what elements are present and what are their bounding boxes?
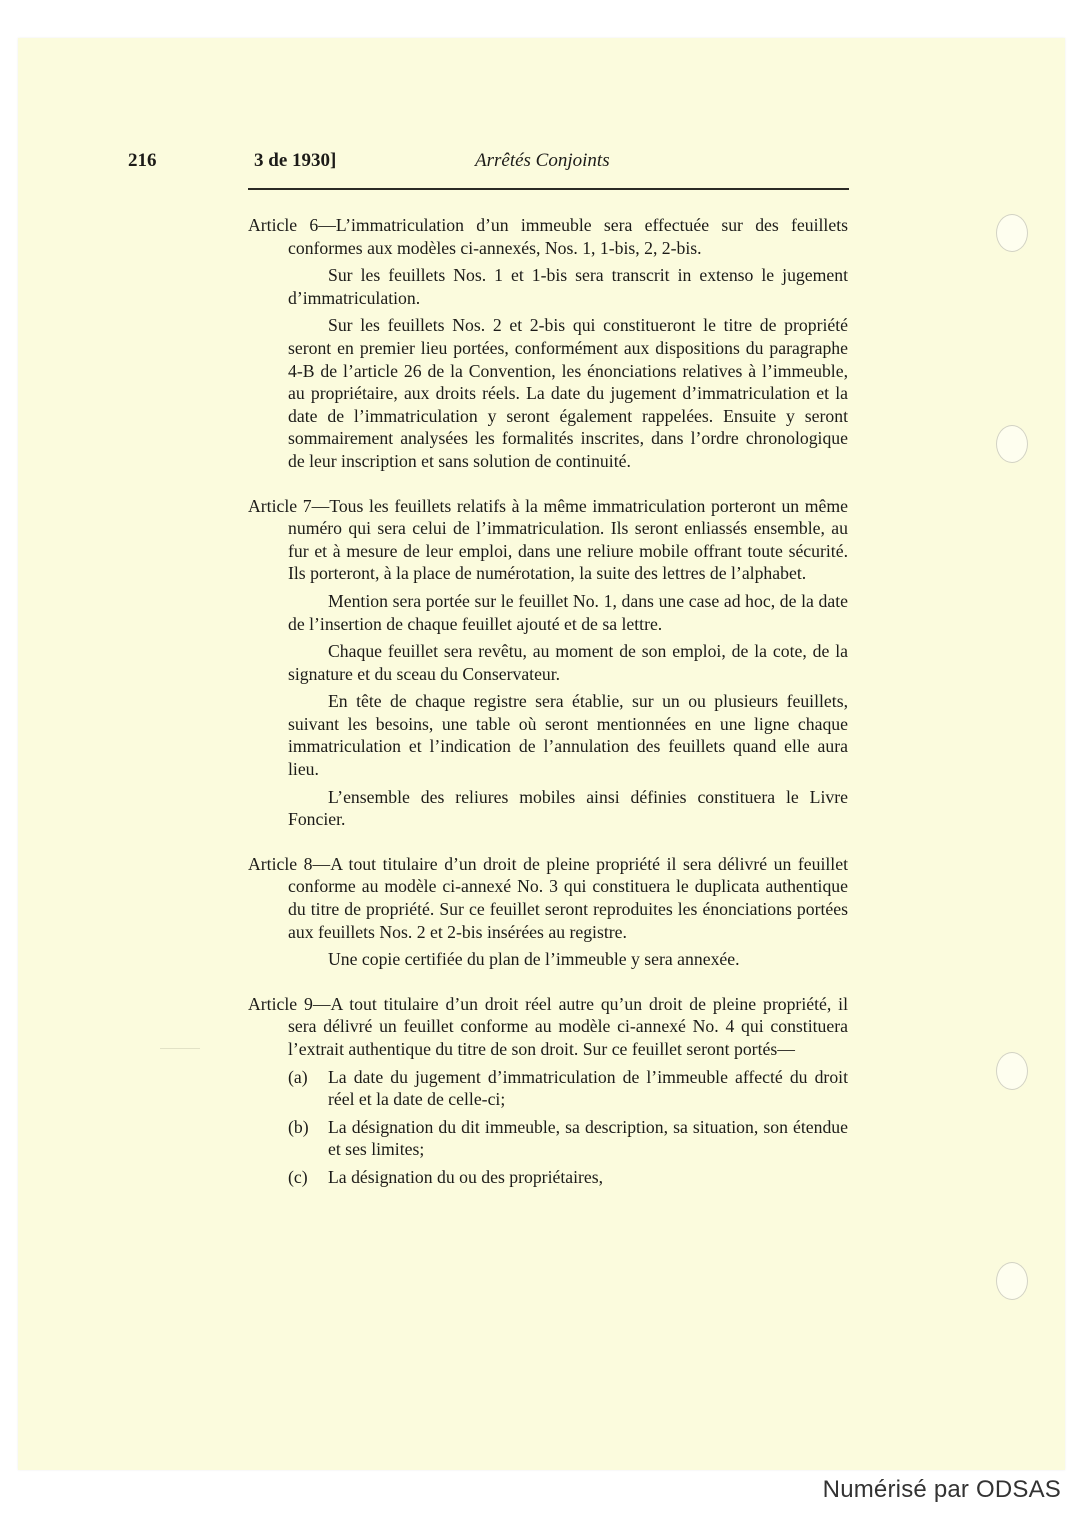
list-item	[248, 1116, 848, 1161]
punch-hole-3	[996, 1052, 1028, 1090]
list-item-text: La désignation du dit immeuble, sa description, sa situation, son étendue et ses limites;	[328, 1116, 848, 1160]
list-item-label: (c)	[288, 1166, 308, 1187]
page-number: 216	[128, 150, 157, 171]
document-body	[248, 214, 848, 1211]
paragraph: Mention sera portée sur le feuillet No. 1, dans une case ad hoc, de la date de l’insertion de chaque feuillet ajouté et de sa lettre.	[288, 590, 848, 634]
article-8	[248, 853, 848, 971]
article-heading: Article 6—L’immatriculation d’un immeuble sera effectuée sur des feuillets conformes aux modèles ci-annexés, Nos. 1, 1-bis, 2, 2-bis.	[248, 215, 848, 258]
header-rule	[248, 188, 849, 190]
paragraph: Sur les feuillets Nos. 1 et 1-bis sera transcrit in extenso le jugement d’immatriculation.	[288, 265, 848, 308]
list-item-label: (a)	[288, 1066, 308, 1087]
punch-hole-2	[996, 425, 1028, 463]
bleed-through-line	[160, 1048, 200, 1049]
article-heading: Article 9—A tout titulaire d’un droit réel autre qu’un droit de pleine propriété, il sera délivré un feuillet conforme au modèle ci-annexé No. 4 qui constituera l’extrait authentique du titre de son droit. Sur ce feuillet seront portés—	[248, 993, 848, 1059]
paragraph: Sur les feuillets Nos. 2 et 2-bis qui constitueront le titre de propriété seront en premier lieu portées, conformément aux dispositions du paragraphe 4-B de l’article 26 de la Convention, les énonciations relatives à l’immeuble, au propriétaire, aux droits réels. La date du jugement d’immatriculation et la date de l’immatriculation y seront également rappelées. Ensuite y seront sommairement analysées les formalités inscrites, dans l’ordre chronologique de leur inscription et sans solution de continuité.	[288, 315, 848, 471]
article-heading: Article 7—Tous les feuillets relatifs à la même immatriculation porteront un même numéro qui sera celui de l’immatriculation. Ils seront enliassés ensemble, au fur et à mesure de leur emploi, dans une reliure mobile offrant toute sécurité. Ils porteront, à la place de numérotation, la suite des lettres de l’alphabet.	[248, 495, 848, 584]
list-item-label: (b)	[288, 1116, 309, 1137]
punch-hole-1	[996, 214, 1028, 252]
list-item-text: La désignation du ou des propriétaires,	[328, 1166, 604, 1187]
paragraph: Une copie certifiée du plan de l’immeuble y sera annexée.	[328, 949, 740, 970]
digitization-credit: Numérisé par ODSAS	[822, 1476, 1061, 1503]
page-reference: 3 de 1930]	[254, 150, 337, 171]
article-9	[248, 993, 848, 1189]
list-item	[248, 1166, 848, 1189]
list-item-text: La date du jugement d’immatriculation de l’immeuble affecté du droit réel et la date de celle-ci;	[328, 1066, 848, 1110]
article-6	[248, 214, 848, 473]
list-item	[248, 1066, 848, 1111]
punch-hole-4	[996, 1262, 1028, 1300]
running-title: Arrêtés Conjoints	[475, 150, 610, 171]
article-heading: Article 8—A tout titulaire d’un droit de pleine propriété il sera délivré un feuillet conforme au modèle ci-annexé No. 3 qui constituera le duplicata authentique du titre de propriété. Sur ce feuillet seront reproduites les énonciations portées aux feuillets Nos. 2 et 2-bis insérées au registre.	[248, 853, 848, 942]
paragraph: En tête de chaque registre sera établie, sur un ou plusieurs feuillets, suivant les besoins, une table où seront mentionnées en une ligne chaque immatriculation et l’indication de l’annulation des feuillets quand elle aura lieu.	[288, 691, 848, 780]
paragraph: Chaque feuillet sera revêtu, au moment de son emploi, de la cote, de la signature et du sceau du Conservateur.	[288, 641, 848, 684]
paragraph: L’ensemble des reliures mobiles ainsi définies constituera le Livre Foncier.	[288, 786, 848, 830]
article-7	[248, 495, 848, 831]
